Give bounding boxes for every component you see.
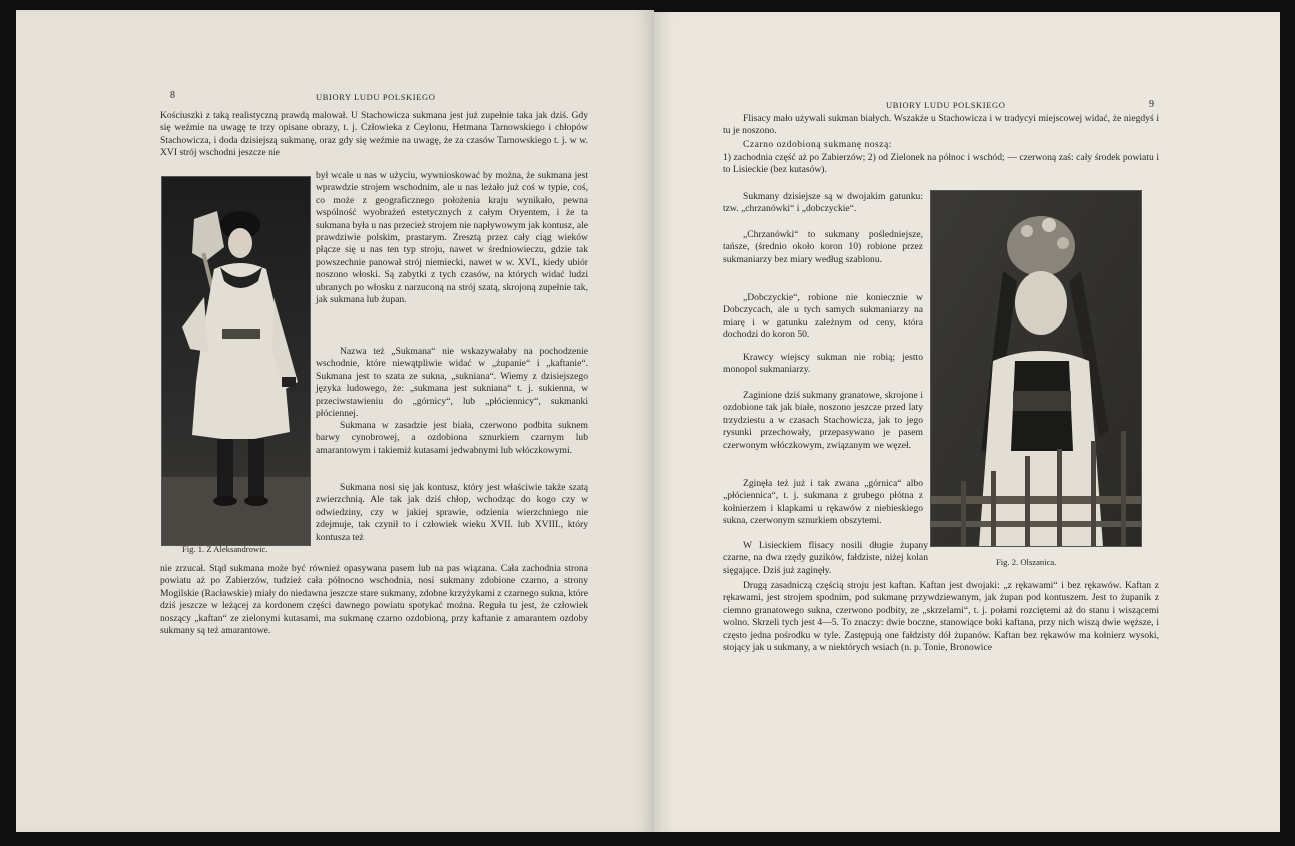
right-page: [654, 12, 1280, 832]
paragraph: Sukmana nosi się jak kontusz, który jest właściwie także szatą zwierzchnią. Ale tak jak dziś chłop, wchodząc do kogo czy w odwiedziny, czy w jakiej sprawie, odzienia wierzchniego nie zdejmuje, tak czynił to i człowiek wieku XVII. lub XVIII., który kontusza też: [316, 482, 588, 543]
paragraph: Zaginione dziś sukmany granatowe, skrojone i ozdobione tak jak białe, noszono jeszcze przed laty trzydziestu a w czasach Stachowicza, jak to jego rysunki przechowały, przepasywano je pasem czerwonym włóczkowym, związanym we węzeł.: [723, 390, 923, 451]
paragraph: Czarno ozdobioną sukmanę noszą:: [743, 139, 892, 150]
paragraph: Sukmany dzisiejsze są w dwojakim gatunku: tzw. „chrzanówki“ i „dobczyckie“.: [723, 191, 923, 215]
paragraph: Krawcy wiejscy sukman nie robią; jestto monopol sukmaniarzy.: [723, 352, 923, 376]
page-number-right: 9: [1149, 99, 1154, 110]
figure-photo-man-with-shovel: [161, 176, 311, 546]
paragraph: „Dobczyckie“, robione nie koniecznie w Dobczycach, ale u tych samych sukmaniarzy na miarę i w gatunku zależnym od ceny, która dochodzi do koron 50.: [723, 292, 923, 341]
paragraph: Flisacy mało używali sukman białych. Wszakże u Stachowicza i w tradycyi miejscowej widać, że niegdyś i tu je noszono.: [723, 113, 1159, 137]
paragraph: Zginęła też już i tak zwana „górnica“ albo „płóciennica“, t. j. sukmana z grubego płótna z kołnierzem i klapkami u rękawów z niebieskiego sukna, czerwonym sznurkiem obszytemi.: [723, 478, 923, 527]
paragraph: „Chrzanówki“ to sukmany pośledniejsze, tańsze, (średnio około koron 10) robione przez sukmaniarzy bez miary według szablonu.: [723, 229, 923, 265]
paragraph: Kościuszki z taką realistyczną prawdą malował. U Stachowicza sukmana jest już zupełnie taka jak dziś. Gdy się weźmie na uwagę te trzy opisane obrazy, t. j. Człowieka z Ceylonu, Hetmana Tarnowskiego i chłopów Stachowicza, i doda dzisiejszą sukmanę, oraz gdy się weźmie na uwagę, że za czasów Tarnowskiego t. j. w w. XVI strój wschodni jeszcze nie: [160, 110, 588, 159]
paragraph: 1) zachodnia część aż po Zabierzów; 2) od Zielonek na północ i wschód; — czerwoną zaś: cały środek powiatu i to Lisieckie (bez kutasów).: [723, 152, 1159, 176]
running-head-left: UBIORY LUDU POLSKIEGO: [316, 92, 436, 102]
page-number-left: 8: [170, 90, 175, 101]
left-page: [16, 10, 654, 832]
paragraph: Nazwa też „Sukmana“ nie wskazywałaby na pochodzenie wschodnie, które niewątpliwie widać w „żupanie“ i „kaftanie“. Sukmana jest to szata ze sukna, „sukniana“. Wiemy z dzisiejszego języka ludowego, że: „sukmana jest sukniana“ t. j. sukienna, w przeciwstawieniu do „górnicy“, lub „płóciennicy“, sukmanki płóciennej.: [316, 346, 588, 420]
paragraph: W Lisieckiem flisacy nosili długie żupany czarne, na dwa rzędy guzików, fałdziste, niżej kolan sięgające. Dziś już zaginęły.: [723, 540, 928, 576]
figure-caption: Fig. 1. Z Aleksandrowic.: [182, 544, 268, 554]
paragraph: był wcale u nas w użyciu, wywnioskować by można, że sukmana jest wprawdzie strojem wschodnim, ale u nas leżało już coś w typie, coś, co może z geograficznego położenia kraju wynikało, pewna wspólność wyobrażeń estetycznych z całym Oryentem, i że ta sukmana była u nas przecież strojem nie napływowym jak kontusz, ale prawdziwie polskim, prastarym. Zresztą przez cały ciąg wieków płącze się u nas ten typ stroju, nawet w średniowieczu, gdzie tak powszechnie panował strój niemiecki, nawet w w. XVI., kiedy ubiór noszono włoski. Są zabytki z tych czasów, na których widać ludzi ubranych po włosku z narzuconą na strój szatą, skrojoną zupełnie tak, jak sukmana lub żupan.: [316, 170, 589, 306]
figure-photo-girl-with-headdress: [930, 190, 1142, 547]
paragraph: nie zrzucał. Stąd sukmana może być również opasywana pasem lub na pas wiązana. Cała zachodnia strona powiatu aż po Zabierzów, tudzież cała północno wschodnia, nosi sukmany zdobione czarno, a strony Mogilskie (Racławskie) miały do niedawna jeszcze stare sukmany, zdobne krzyżykami z czarnego sukna, które dziś jeszcze w leżącej za kordonem części dawnego powiatu spotykać można. Reguła tu jest, że człowiek noszący „kaftan“ ze zielonymi kutasami, ma sukmanę czarno ozdobioną, przy kaftanie z amarantem ozdoby sukmany są też amarantowe.: [160, 563, 588, 637]
running-head-right: UBIORY LUDU POLSKIEGO: [886, 100, 1006, 110]
paragraph: Sukmana w zasadzie jest biała, czerwono podbita suknem barwy cynobrowej, a ozdobiona sznurkiem czarnym lub amarantowym i takiemiż kutasami jedwabnymi lub włóczkowymi.: [316, 420, 588, 456]
figure-caption: Fig. 2. Olszanica.: [996, 557, 1057, 567]
paragraph: Drugą zasadniczą częścią stroju jest kaftan. Kaftan jest dwojaki: „z rękawami“ i bez rękawów. Kaftan z rękawami, jest strojem spodnim, pod sukmanę przywdziewanym, jak żupan pod kontuszem. Jest to żupanik z ciemno granatowego sukna, czerwono podbity, ze „skrzelami“, t. j. połami rozciętemi aż do stanu i wiszącemi wolno. Skrzeli tych jest 4—5. To znaczy: dwie boczne, stanowiące boki kaftana, przy nich wiszą dwie węższe, i często jedna pośrodku w tyle. Zastępują one fałdzisty dół żupanów. Kaftan bez rękawów ma kołnierz wysoki, stojący jak u sukmany, a w niektórych wsiach (n. p. Tonie, Bronowice: [723, 580, 1159, 654]
